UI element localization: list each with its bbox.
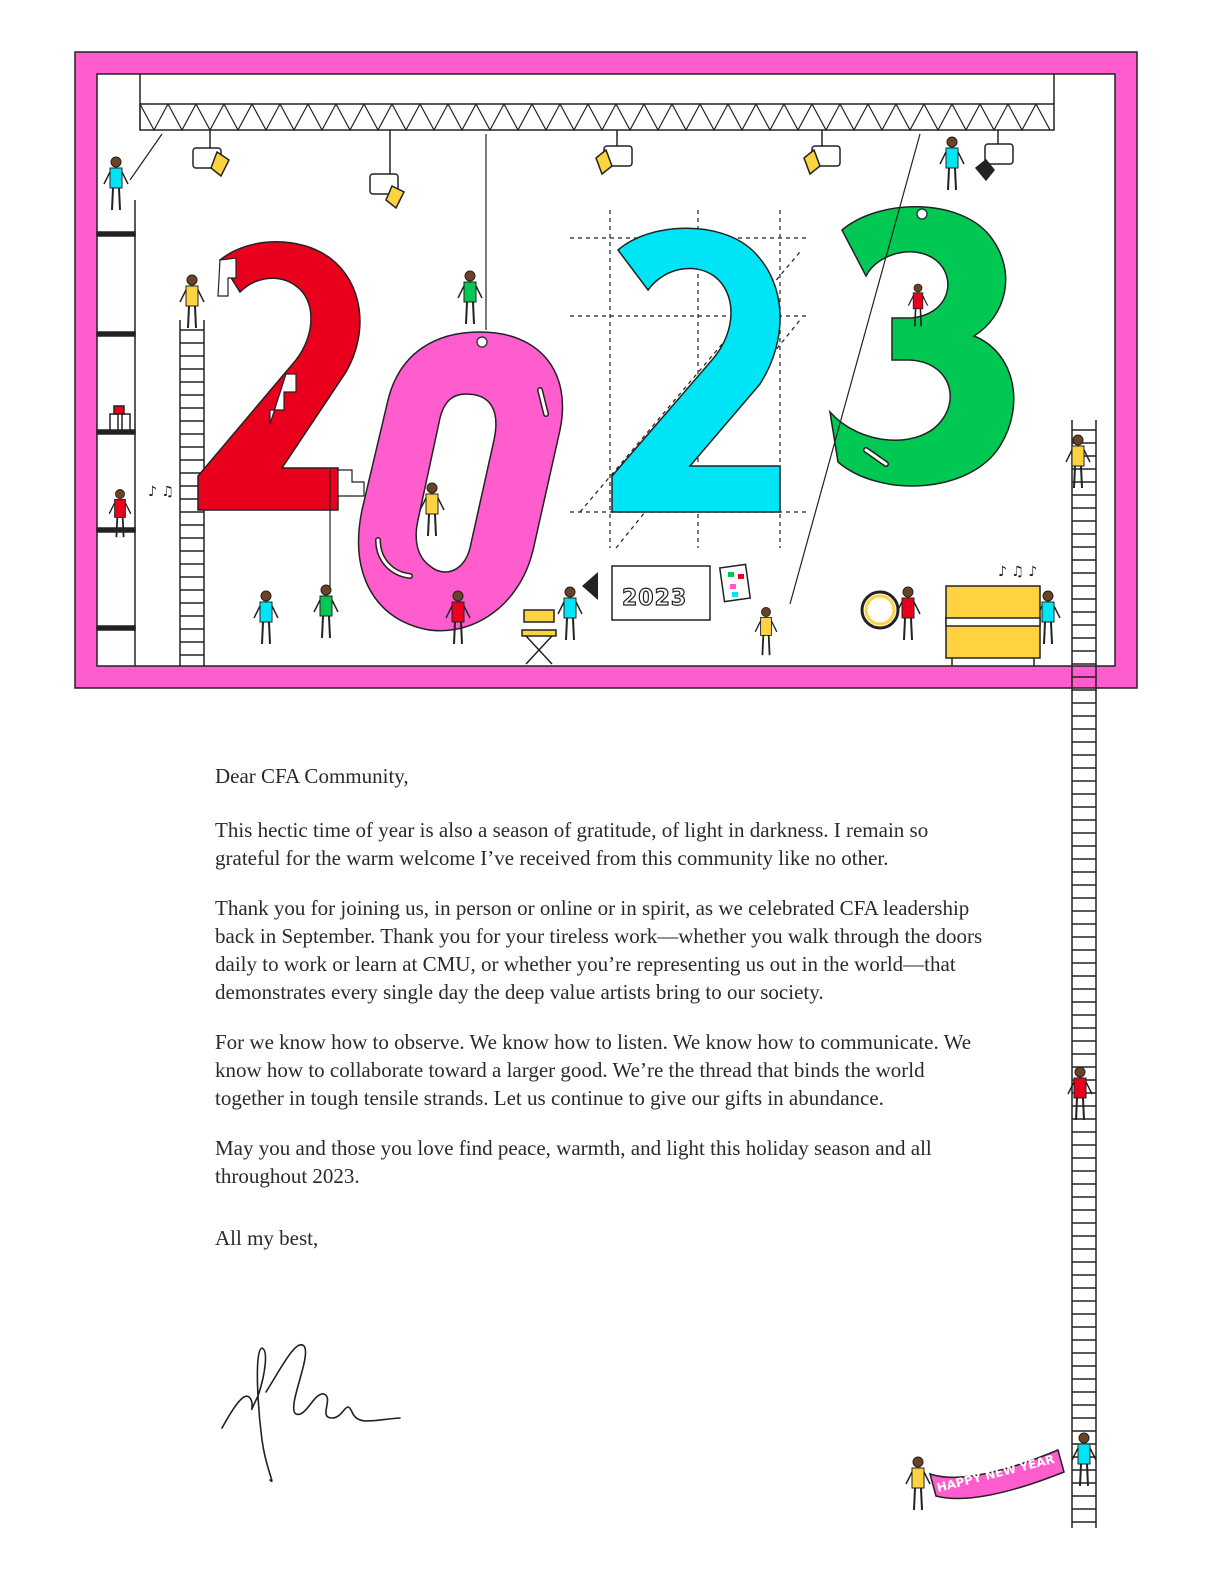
digit-2-cyan [612, 228, 780, 512]
happy-new-year-banner [930, 1450, 1064, 1499]
letter-paragraph-3: For we know how to observe. We know how to listen. We know how to communicate. We know how to collaborate toward a larger good. We’re the thread that binds the world together in tough tensile strands. Let us continue to give our gifts in abundance. [215, 1030, 972, 1110]
svg-text:♪ ♫ ♪: ♪ ♫ ♪ [998, 564, 1038, 580]
crew-member [896, 587, 920, 640]
megaphone-icon [582, 572, 598, 600]
letter-paragraph-4: May you and those you love find peace, warmth, and light this holiday season and all throughout 2023. [215, 1136, 932, 1188]
board-text: 2023 [622, 586, 688, 611]
crew-member [180, 275, 204, 328]
ladder-right [1072, 420, 1096, 1528]
spotlight-icon [193, 130, 1013, 208]
bass-drum-icon [862, 592, 898, 628]
crew-member [755, 608, 777, 656]
crew-member [940, 137, 964, 190]
letter-paragraph-2: Thank you for joining us, in person or online or in spirit, as we celebrated CFA leadership back in September. Thank you for your tireless work—whether you walk through the doors daily to work or learn at CMU, or whether you’re representing us out in the world—that demonstrates every single day the deep value artists bring to our society. [215, 896, 983, 1004]
digit-3-green [830, 207, 1014, 486]
banner-text: HAPPY NEW YEAR [935, 1452, 1056, 1495]
crew-member [458, 271, 482, 324]
director-chair-icon [522, 610, 556, 664]
crew-member [906, 1457, 930, 1510]
letter-paragraph-1: This hectic time of year is also a season of gratitude, of light in darkness. I remain so grateful for the warm welcome I’ve received from this community like no other. [215, 818, 929, 870]
crew-member [254, 591, 278, 644]
crew-member [1072, 1433, 1096, 1486]
lighting-truss [140, 74, 1054, 130]
digit-0-pink [359, 332, 563, 631]
crew-member [558, 587, 582, 640]
svg-text:♪ ♫: ♪ ♫ [148, 484, 174, 500]
letter-closing: All my best, [215, 1226, 319, 1250]
piano-icon [946, 586, 1040, 666]
crew-member [314, 585, 338, 638]
crew-member [104, 157, 128, 210]
note-card-icon [720, 564, 750, 601]
left-shelving [97, 200, 135, 666]
letter-body [215, 762, 985, 1252]
signature-image [222, 1345, 400, 1482]
sketch-board [612, 566, 710, 620]
letter-greeting: Dear CFA Community, [215, 764, 409, 788]
